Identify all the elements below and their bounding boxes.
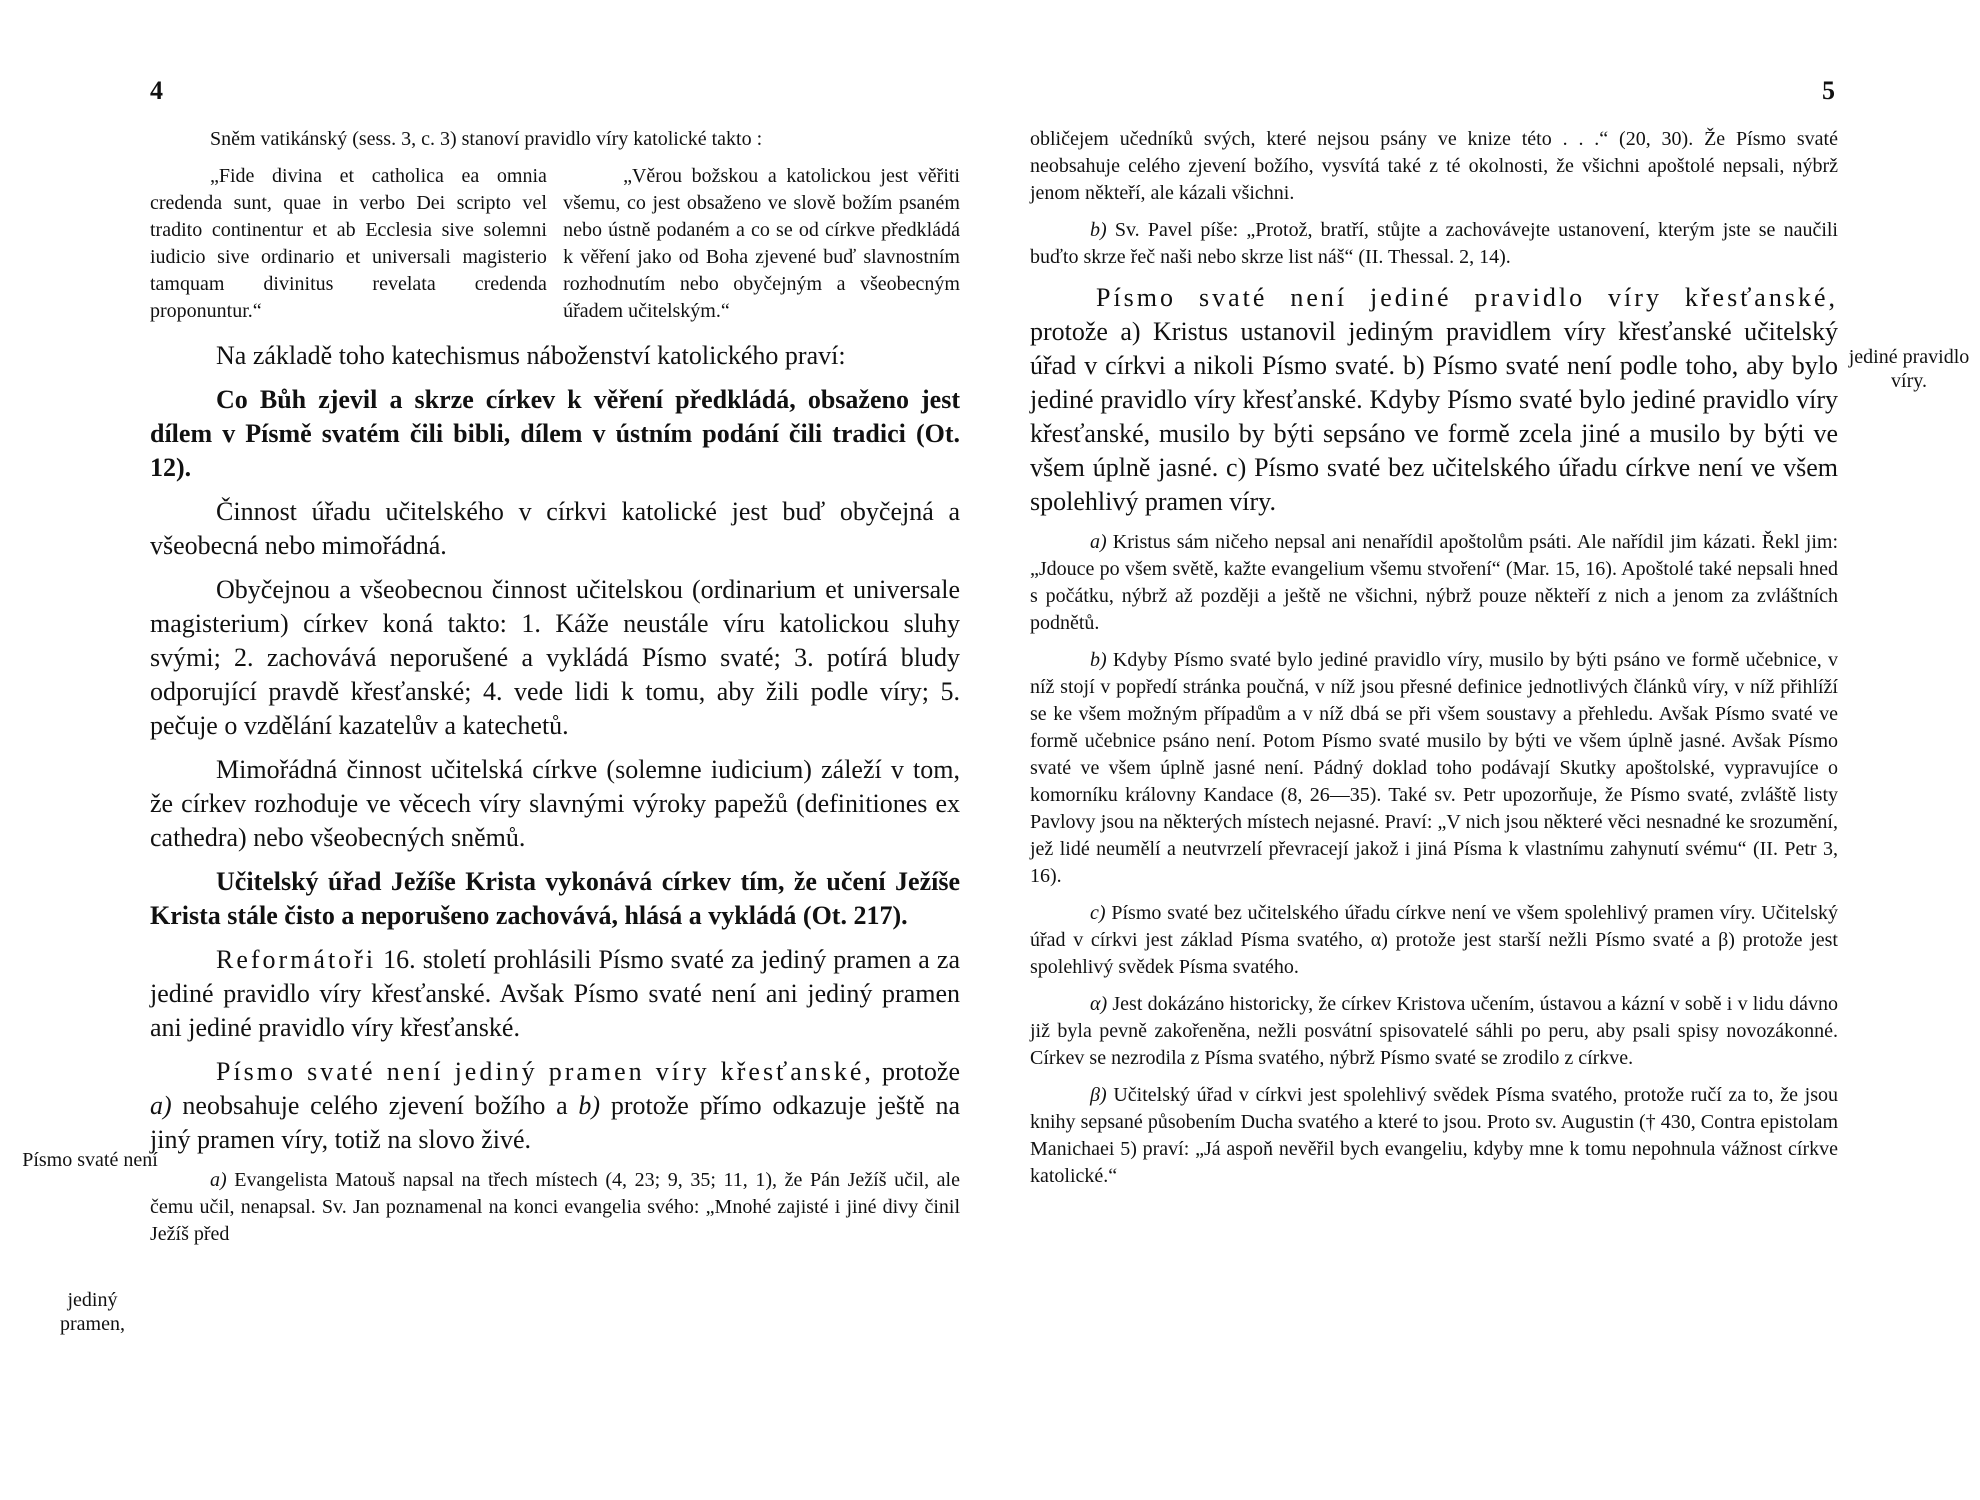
evangelista-paragraph [150, 1167, 960, 1248]
kdyby-text: Kdyby Písmo svaté bylo jediné pravidlo víry, musilo by býti psáno ve formě učebnice, v níž stojí v popředí stránka poučná, v níž jsou přesné definice jednotlivých článků víry, v níž přihlíží se ke všem možným případům a v níž dbá se při všem soustavy a přehledu. Avšak Písmo svaté ve formě učebnice psáno není. Potom Písmo svaté musilo by býti ve všem úplně jasné. Avšak Písmo svaté ve všem úplně jasné není. Pádný doklad toho podávají Skutky apoštolské, vypravujíce o komorníku královny Kandace (8, 26—35). Také sv. Petr upozorňuje, že Písmo svaté, zvláště listy Pavlovy jsou na některých místech nejasné. Praví: „V nich jsou některé věci nesnadné ke srozumění, jež lidé neumělí a neutvrzelí převracejí jakož i jiná Písma k vlastnímu zahynutí svému“ (II. Petr 3, 16). [1030, 649, 1838, 887]
kdyby-label: b) [1090, 649, 1107, 671]
bold-heading-teaching: Učitelský úřad Ježíše Krista vykonává církev tím, že učení Ježíše Krista stále čisto a neporušeno zachovává, hlásá a vykládá (Ot. 217). [150, 867, 960, 930]
intro-paragraph: Sněm vatikánský (sess. 3, c. 3) stanoví pravidlo víry katolické takto : [210, 128, 763, 150]
pravidlo-text: protože a) Kristus ustanovil jediným pravidlem víry křesťanské učitelský úřad v církvi a nikoli Písmo svaté. b) Písmo svaté není podle toho, aby bylo jediné pravidlo víry křesťanské. Kdyby Písmo svaté bylo jediné pravidlo víry křesťanské, musilo by býti sepsáno ve formě zcela jiné a musilo by býti ve všem úplně jasné. c) Písmo svaté bez učitelského úřadu církve není ve všem spolehlivý pramen víry. [1030, 317, 1838, 516]
pavel-label: b) [1090, 219, 1107, 241]
pavel-paragraph [1030, 217, 1838, 271]
left-column [150, 126, 960, 1258]
kristus-text: Kristus sám ničeho nepsal ani nenařídil apoštolům psáti. Ale nařídil jim kázati. Řekl jim: „Jdouce po všem světě, kažte evangelium všemu stvoření“ (Mar. 15, 16). Apoštolé také nepsali hned s počátku, nýbrž až později a ještě ne všichni, nýbrž pouze někteří z nich a jenom za zvláštních podnětů. [1030, 531, 1838, 634]
page-number-left: 4 [150, 76, 163, 105]
czech-quote: „Věrou božskou a katolickou jest věřiti všemu, co jest obsaženo ve slově božím psaném nebo ústně podaném a co se od církve předkládá k věření jako od Boha zjevené buď slavnostním rozhodnutím nebo obyčejným a všeobecným úřadem učitelským.“ [563, 165, 960, 322]
pismo-label-b: b) [578, 1091, 601, 1120]
pismo-text-1: protože [873, 1057, 960, 1086]
latin-quote: „Fide divina et catholica ea omnia credenda sunt, quae in verbo Dei scripto vel tradito continentur et ab Ecclesia sive solemni iudicio sive ordinario et universali magisterio tamquam divinitus revelata credenda proponuntur.“ [150, 165, 547, 322]
pismo-pramen-paragraph [150, 1055, 960, 1157]
cinnost-paragraph: Činnost úřadu učitelského v církvi katolické jest buď obyčejná a všeobecná nebo mimořádná. [150, 497, 960, 560]
pravidlo-paragraph [1030, 281, 1838, 519]
alpha-label: α) [1090, 993, 1108, 1015]
kristus-label: a) [1090, 531, 1107, 553]
c-paragraph [1030, 900, 1838, 981]
right-column [1030, 126, 1838, 1200]
c-text: Písmo svaté bez učitelského úřadu církve není ve všem spolehlivý pramen víry. Učitelský úřad v církvi jest základ Písma svatého, α) protože jest starší nežli Písmo svaté a β) protože jest spolehlivý svědek Písma svatého. [1030, 902, 1838, 978]
beta-text: Učitelský úřad v církvi jest spolehlivý svědek Písma svatého, protože ručí za to, že jsou knihy sepsané působením Ducha svatého a které to jsou. Proto sv. Augustin († 430, Contra epistolam Manichaei 5) praví: „Já aspoň nevěřil bych evangeliu, kdyby mne k tomu nepohnula vážnost církve katolické.“ [1030, 1084, 1838, 1187]
evangelista-text: Evangelista Matouš napsal na třech místech (4, 23; 9, 35; 11, 1), že Pán Ježíš učil, ale čemu učil, nenapsal. Sv. Jan poznamenal na konci evangelia svého: „Mnohé zajisté i jiné divy činil Ježíš před [150, 1169, 960, 1245]
spaced-reformatori: Reformátoři [216, 945, 377, 974]
kdyby-paragraph [1030, 647, 1838, 890]
continue-paragraph: obličejem učedníků svých, které nejsou psány ve knize této . . .“ (20, 30). Že Písmo svaté neobsahuje celého zjevení božího, vysvítá také z té okolnosti, že všichni apoštolé nepsali, nýbrž jenom někteří, ale kázali všichni. [1030, 128, 1838, 204]
reformatori-text: 16. století prohlásili Písmo svaté za jediný pramen a za jediné pravidlo víry křesťanské. Avšak Písmo svaté není ani jediný pramen ani jediné pravidlo víry křesťanské. [150, 945, 960, 1042]
bold-heading-bible: Co Bůh zjevil a skrze církev k věření předkládá, obsaženo jest dílem v Písmě svatém čili bibli, dílem v ústním podání čili tradici (Ot. 12). [150, 385, 960, 482]
c-label: c) [1090, 902, 1106, 924]
pismo-label-a: a) [150, 1091, 172, 1120]
margin-note-jedine-pravidlo: jediné pravidlo víry. [1848, 346, 1970, 392]
margin-note-pismo-neni: Písmo svaté není [22, 1149, 158, 1171]
pismo-text-3: protože přímo odkazuje ještě na jiný pramen víry, totiž na slovo živé. [150, 1091, 960, 1154]
alpha-paragraph [1030, 991, 1838, 1072]
mimoradna-paragraph: Mimořádná činnost učitelská církve (solemne iudicium) záleží v tom, že církev rozhoduje ve věcech víry slavnými výroky papežů (definitiones ex cathedra) nebo všeobecných sněmů. [150, 755, 960, 852]
quote-columns [150, 163, 960, 325]
beta-paragraph [1030, 1082, 1838, 1190]
reformatori-paragraph [150, 943, 960, 1045]
obycejnou-paragraph: Obyčejnou a všeobecnou činnost učitelskou (ordinarium et universale magisterium) církev koná takto: 1. Káže neustále víru katolickou sluhy svými; 2. zachovává neporušené a vykládá Písmo svaté; 3. potírá bludy odporující pravdě křesťanské; 4. vede lidi k tomu, aby žili podle víry; 5. pečuje o vzdělání kazatelův a katechetů. [150, 575, 960, 740]
alpha-text: Jest dokázáno historicky, že církev Kristova učením, ústavou a kázní v sobě i v lidu dávno již byla pevně zakořeněna, nežli posvátní spisovatelé sáhli po peru, aby psali spisy novozákonné. Církev se nezrodila z Písma svatého, nýbrž Písmo svaté se zrodilo z církve. [1030, 993, 1838, 1069]
pavel-text: Sv. Pavel píše: „Protož, bratří, stůjte a zachovávejte ustanovení, kterým jste se naučili buďto skrze řeč naši nebo skrze list náš“ (II. Thessal. 2, 14). [1030, 219, 1838, 268]
beta-label: β) [1090, 1084, 1107, 1106]
margin-note-jediny-pramen: jediný pramen, [60, 1289, 125, 1335]
catechism-paragraph: Na základě toho katechismus náboženství katolického praví: [216, 341, 846, 370]
evangelista-label: a) [210, 1169, 227, 1191]
page-number-right: 5 [1822, 76, 1835, 105]
kristus-paragraph [1030, 529, 1838, 637]
spaced-pismo-pramen: Písmo svaté není jediný pramen víry křesťanské, [216, 1057, 874, 1086]
pismo-text-2: neobsahuje celého zjevení božího a [171, 1091, 579, 1120]
spaced-pravidlo: Písmo svaté není jediné pravidlo víry křesťanské, [1096, 283, 1838, 312]
